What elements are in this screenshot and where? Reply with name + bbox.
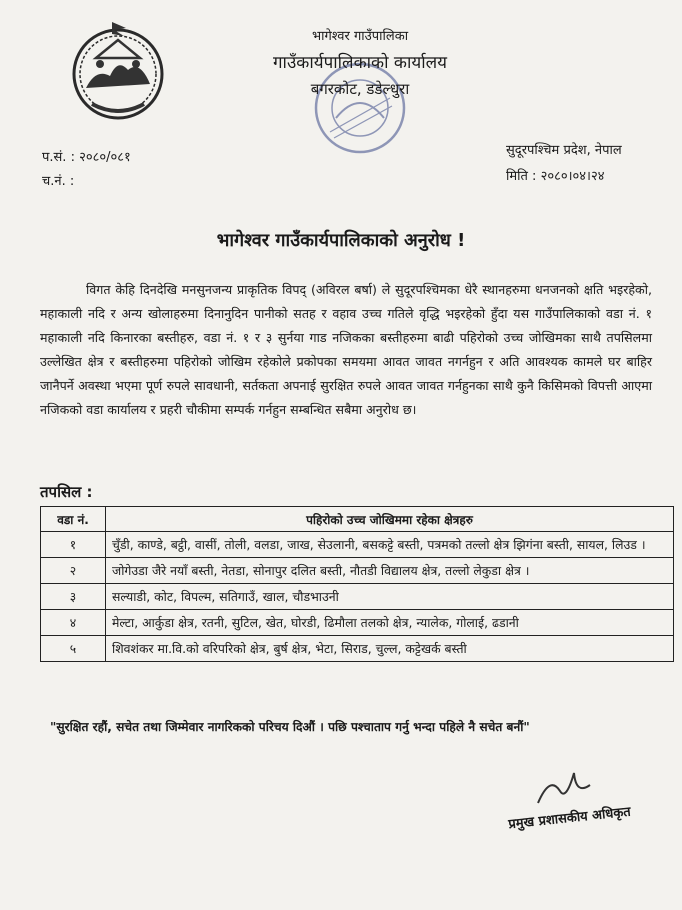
risk-areas: शिवशंकर मा.वि.को वरिपरिको क्षेत्र, बुर्ष क्षेत्र, भेटा, सिराड, चुल्ल, कट्टेखर्क बस्ती [106, 636, 674, 662]
province-date [506, 138, 622, 190]
office-address: बगरकोट, डडेल्धुरा [310, 80, 410, 98]
ward-column-header: वडा नं. [41, 507, 106, 532]
table-row [41, 532, 674, 558]
reference-numbers [42, 146, 131, 194]
ward-number: ४ [41, 610, 106, 636]
risk-areas: जोगेउडा जैरे नयाँ बस्ती, नेतडा, सोनापुर दलित बस्ती, नौतडी विद्यालय क्षेत्र, तल्लो लेकुडा क्षेत्र । [106, 558, 674, 584]
tapsil-label: तपसिल : [40, 483, 93, 501]
province-name: सुदूरपश्चिम प्रदेश, नेपाल [506, 143, 622, 158]
table-row [41, 558, 674, 584]
ward-number: १ [41, 532, 106, 558]
notice-body-text: विगत केहि दिनदेखि मनसुनजन्य प्राकृतिक विपद् (अविरल बर्षा) ले सुदूरपश्चिमका धेरै स्थानहरुमा धनजनको क्षति भइरहेको, महाकाली नदि र अन्य खोलाहरुमा दिनानुदिन पानीको सतह र वहाव उच्च गतिले वृद्धि भइरहेको हुँदा यस गाउँपालिकाको वडा नं. १ महाकाली नदि किनारका बस्तीहरु, वडा नं. १ र ३ सुर्नया गाड नजिकका बस्तीहरुमा बाढी पहिरोको उच्च जोखिमका साथै तपसिलमा उल्लेखित क्षेत्र र बस्तीहरुमा पहिरोको जोखिम रहेकोले प्रकोपका समयमा आवत जावत नगर्नहुन र अति आवश्यक कामले घर बाहिर जानैपर्ने अवस्था भएमा पूर्ण रुपले सावधानी, सर्तकता अपनाई सुरक्षित रुपले आवत जावत गर्नहुनका साथै कुनै किसिमको विपत्ती आएमा नजिकको वडा कार्यालय र प्रहरी चौकीमा सम्पर्क गर्नहुन सम्बन्धित सबैमा अनुरोध छ। [40, 282, 652, 417]
office-header [200, 26, 520, 99]
table-header-row [41, 507, 674, 532]
risk-zones-table [40, 506, 674, 662]
table-row [41, 584, 674, 610]
municipality-name: भागेश्वर गाउँपालिका [311, 29, 409, 44]
notice-title: भागेश्वर गाउँकार्यपालिकाको अनुरोध ! [216, 230, 466, 251]
letter-number: प.सं. : २०८०/०८१ [42, 150, 131, 165]
table-row [41, 610, 674, 636]
risk-areas: मेल्टा, आर्कुडा क्षेत्र, रतनी, सुटिल, खेत, घोरडी, ढिमौला तलको क्षेत्र, न्यालेक, गोलाई, ढडानी [106, 610, 674, 636]
table-row [41, 636, 674, 662]
ward-number: २ [41, 558, 106, 584]
ward-number: ३ [41, 584, 106, 610]
notice-body [40, 278, 652, 422]
ward-number: ५ [41, 636, 106, 662]
risk-areas: सल्याडी, कोट, विपल्म, सतिगाउँ, खाल, चौडभाउनी [106, 584, 674, 610]
risk-areas: चुँडी, काण्डे, बट्ठी, वासीं, तोली, वलडा, जाख, सेउलानी, बसकट्टे बस्ती, पत्रमको तल्लो क्षेत्र झिगंना बस्ती, सायल, लिउड । [106, 532, 674, 558]
office-name: गाउँकार्यपालिकाको कार्यालय [272, 53, 448, 73]
signatory-title: प्रमुख प्रशासकीय अधिकृत [507, 804, 632, 833]
dispatch-number: च.नं. : [42, 174, 75, 189]
nepal-emblem-icon [66, 18, 170, 126]
awareness-slogan: "सुरक्षित रहौं, सचेत तथा जिम्मेवार नागरिकको परिचय दिऔं । पछि पश्चाताप गर्नु भन्दा पहिले नै सचेत बनौं" [50, 720, 530, 734]
areas-column-header: पहिरोको उच्च जोखिममा रहेका क्षेत्रहरु [106, 507, 674, 532]
signature-mark [530, 765, 600, 810]
notice-date: मिति : २०८०।०४।२४ [506, 169, 605, 184]
